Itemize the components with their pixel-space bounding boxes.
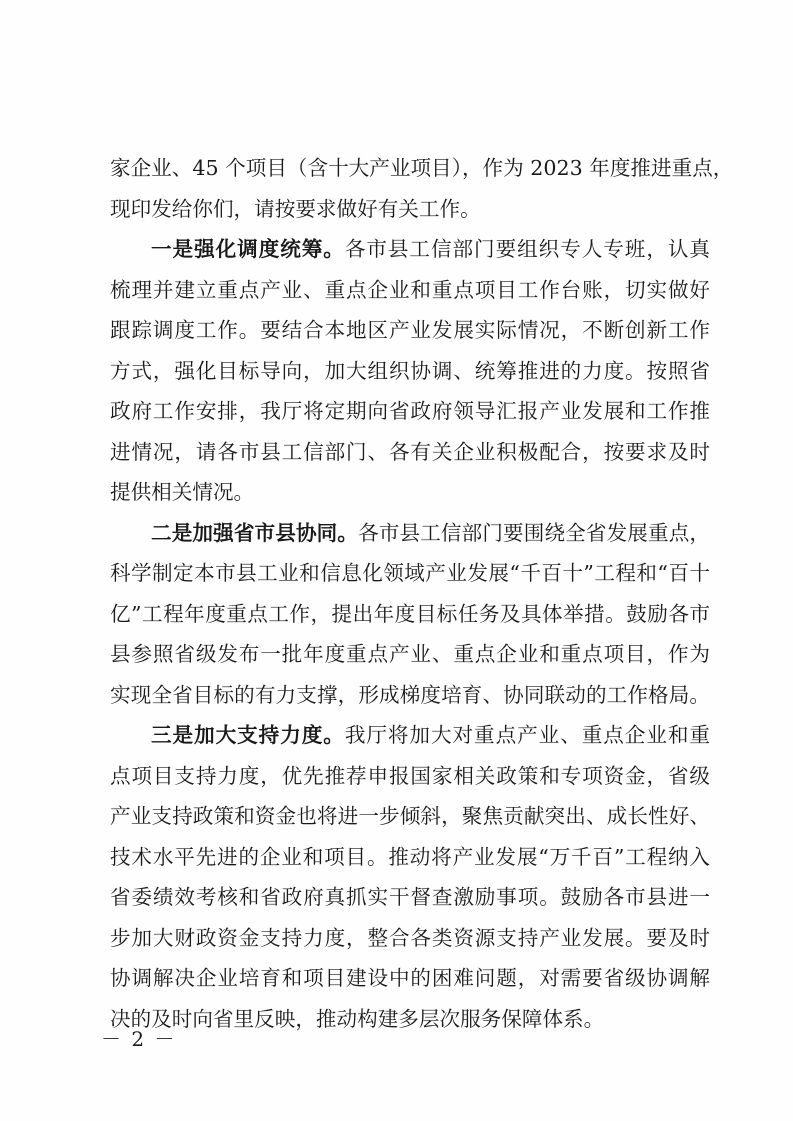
page-number: － 2 － [101,1027,177,1051]
text-line: 跟踪调度工作。要结合本地区产业发展实际情况，不断创新工作 [110,318,710,342]
paragraph-continuation [110,148,734,229]
text-line: 实现全省目标的有力支撑，形成梯度培育、协同联动的工作格局。 [110,682,710,707]
text-line: 进情况，请各市县工信部门、各有关企业积极配合，按要求及时 [110,439,710,464]
paragraph-lead-heading: 一是强化调度统筹。 [151,237,345,261]
text-line: 政府工作安排，我厅将定期向省政府领导汇报产业发展和工作推 [110,399,710,423]
paragraph-lead-heading: 三是加大支持力度。 [151,723,345,747]
text-line: 县参照省级发布一批年度重点产业、重点企业和重点项目，作为 [110,642,710,666]
text-line: 梳理并建立重点产业、重点企业和重点项目工作台账，切实做好 [110,277,710,302]
text-line [110,715,710,756]
paragraph-support [110,715,710,1039]
paragraph-coordination [110,513,710,716]
text-line [110,229,710,270]
text-line: 亿”工程年度重点工作，提出年度目标任务及具体举措。鼓励各市 [110,601,710,626]
text-line: 点项目支持力度，优先推荐申报国家相关政策和专项资金，省级 [110,763,710,788]
text-line: 步加大财政资金支持力度，整合各类资源支持产业发展。要及时 [110,925,710,950]
text-line: 决的及时向省里反映，推动构建多层次服务保障体系。 [110,1006,605,1031]
text-segment: 各市县工信部门要围绕全省发展重点， [358,520,711,545]
paragraph-scheduling [110,229,710,513]
text-line: 方式，强化目标导向，加大组织协调、统筹推进的力度。按照省 [110,358,710,383]
text-line [110,513,710,554]
text-line: 家企业、45 个项目（含十大产业项目），作为 2023 年度推进重点， [110,156,734,180]
document-body [110,148,734,1039]
text-line: 产业支持政策和资金也将进一步倾斜，聚焦贡献突出、成长性好、 [110,804,710,828]
text-line: 科学制定本市县工业和信息化领域产业发展“千百十”工程和“百十 [110,561,710,585]
text-line: 提供相关情况。 [110,480,255,504]
paragraph-lead-heading: 二是加强省市县协同。 [151,520,359,545]
text-line: 现印发给你们，请按要求做好有关工作。 [110,196,481,221]
text-line: 协调解决企业培育和项目建设中的困难问题，对需要省级协调解 [110,966,710,990]
text-segment: 各市县工信部门要组织专人专班，认真 [344,237,711,261]
text-line: 省委绩效考核和省政府真抓实干督查激励事项。鼓励各市县进一 [110,885,710,909]
text-segment: 我厅将加大对重点产业、重点企业和重 [344,723,711,747]
text-line: 技术水平先进的企业和项目。推动将产业发展“万千百”工程纳入 [110,844,710,869]
